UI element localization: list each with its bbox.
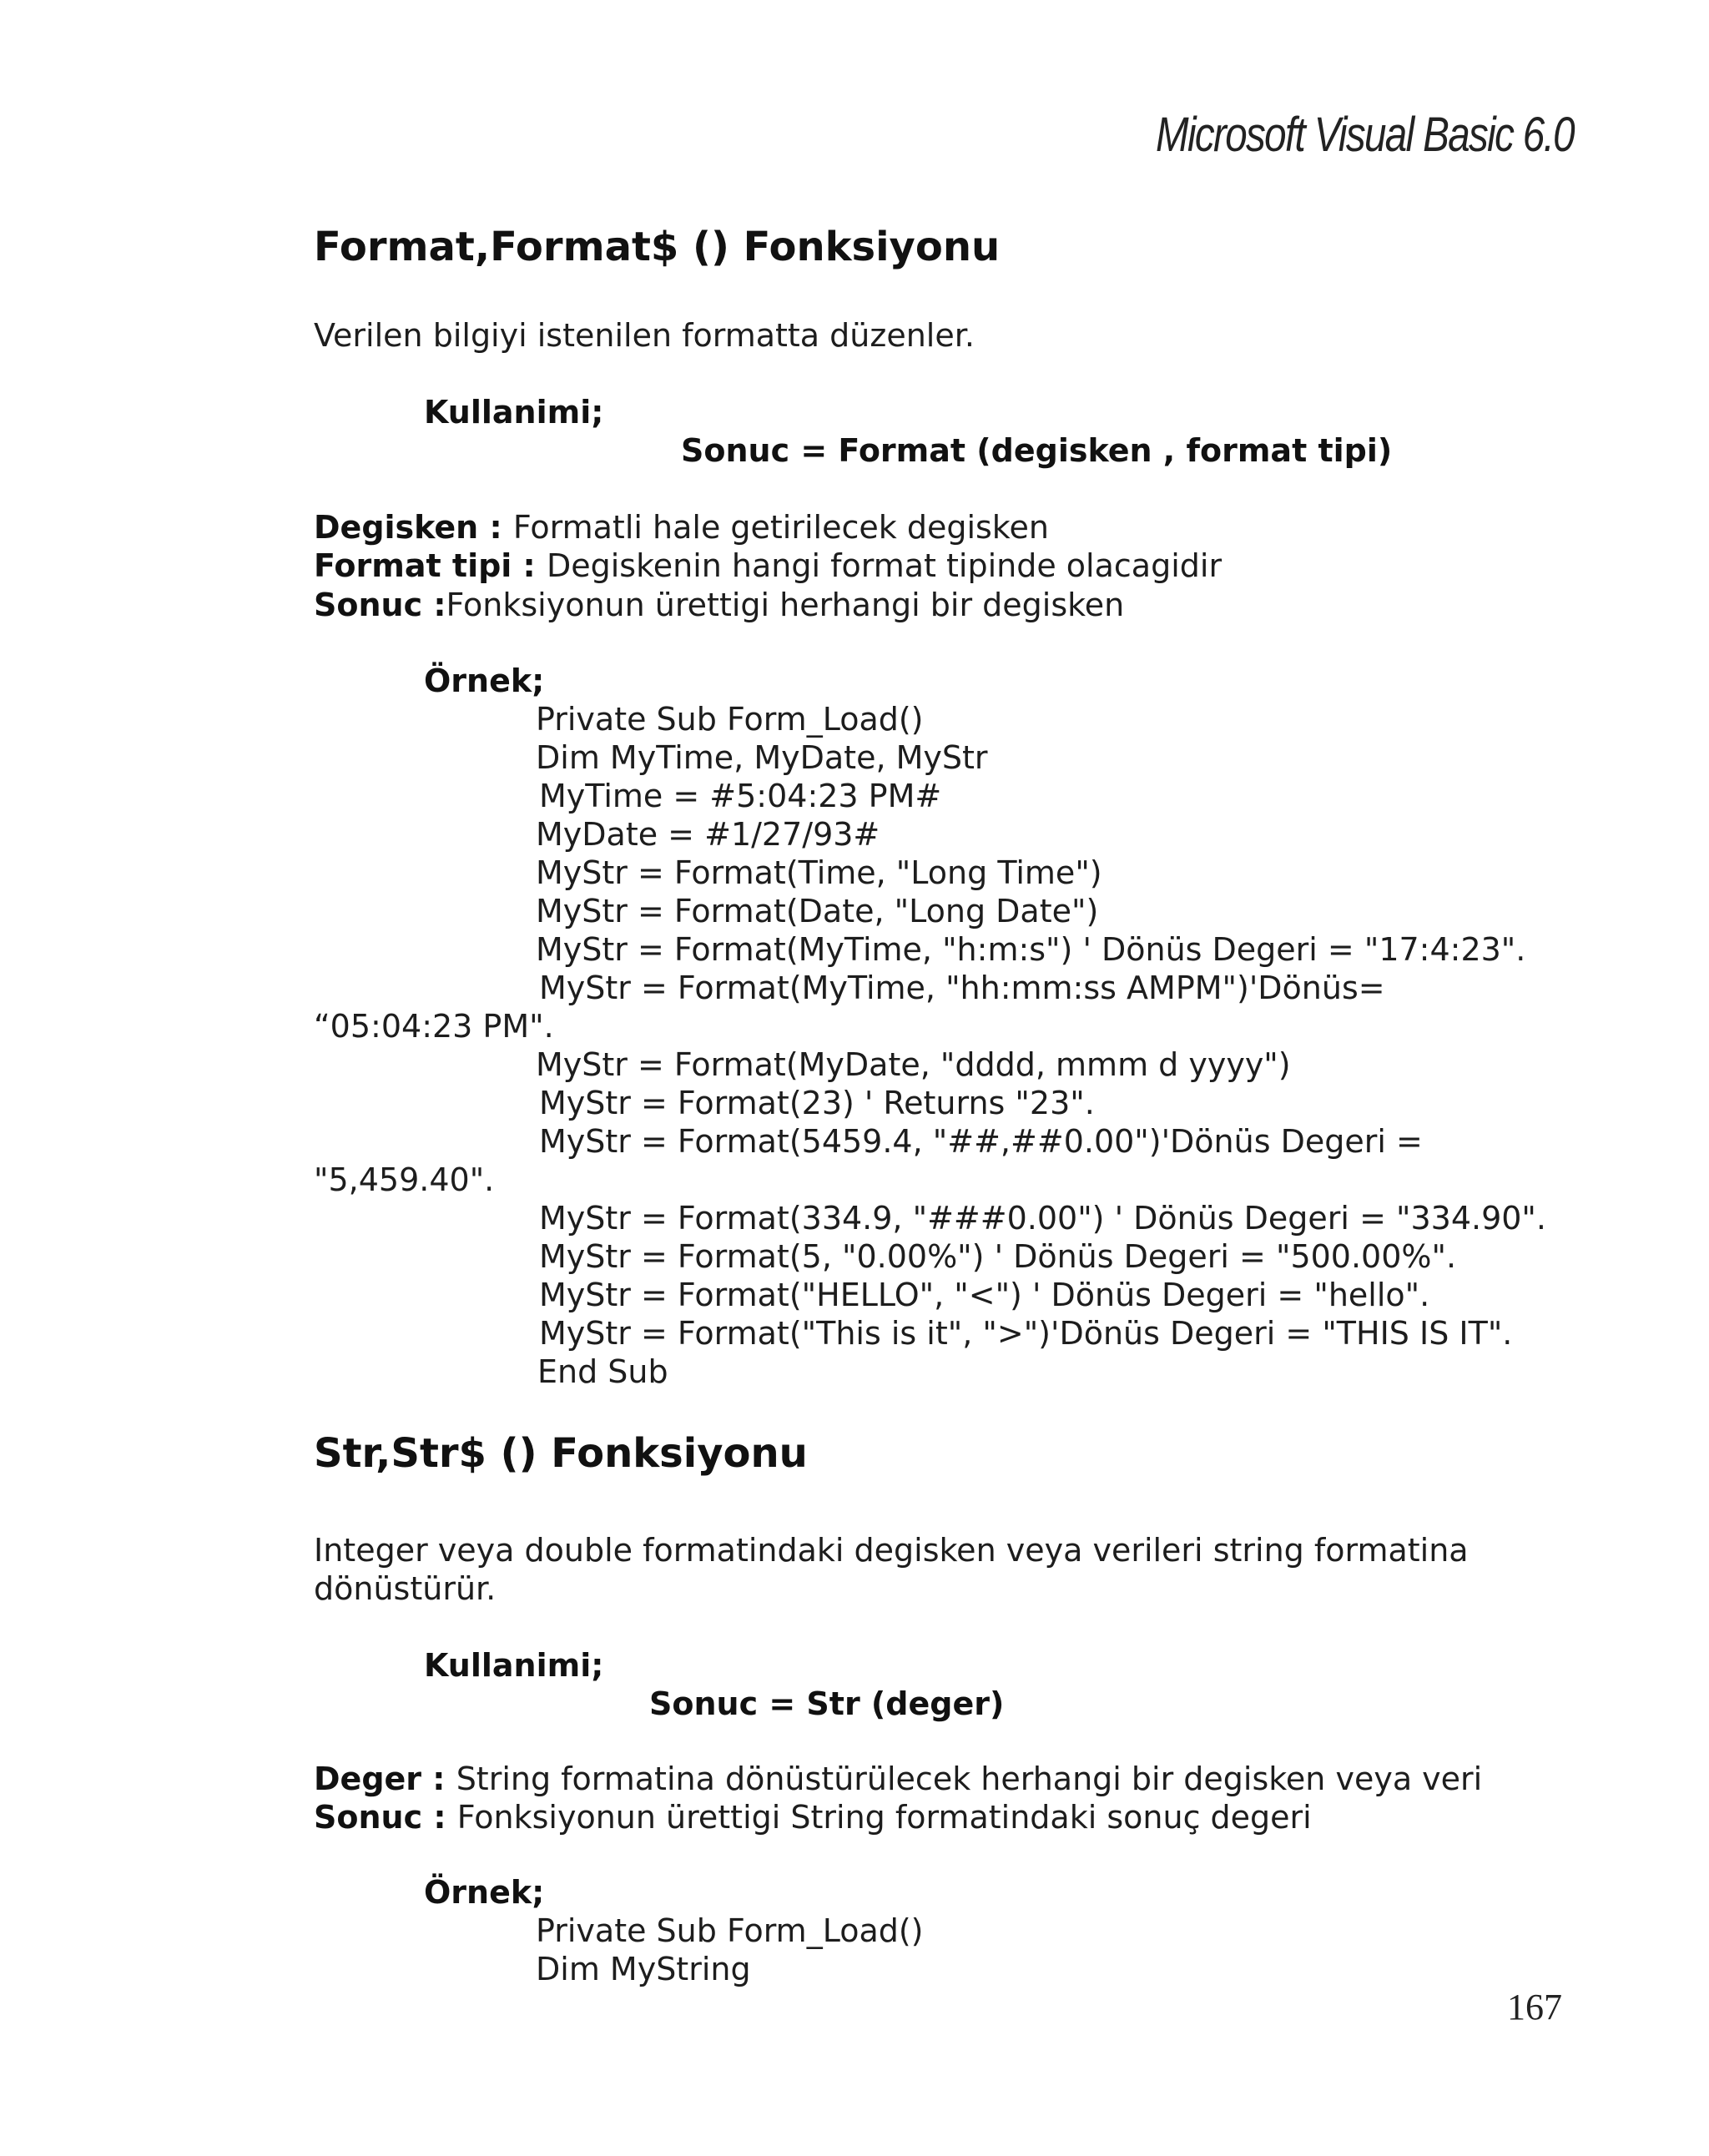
code-line: MyStr = Format(MyTime, "h:m:s") ' Dönüs Degeri = "17:4:23".: [536, 931, 1526, 968]
example-label-str: Örnek;: [424, 1874, 545, 1911]
example-label-format: Örnek;: [424, 662, 545, 699]
param-name: Sonuc :: [314, 1799, 457, 1836]
code-line: MyStr = Format(334.9, "###0.00") ' Dönüs Degeri = "334.90".: [539, 1200, 1546, 1237]
param-row: [314, 587, 1124, 623]
code-line: MyStr = Format("HELLO", "<") ' Dönüs Degeri = "hello".: [539, 1277, 1430, 1313]
code-line: MyTime = #5:04:23 PM#: [539, 778, 942, 814]
param-name: Degisken :: [314, 509, 513, 546]
section-description-str: Integer veya double formatindaki degisken veya verileri string formatina: [314, 1532, 1469, 1569]
running-header: Microsoft Visual Basic 6.0: [1155, 108, 1574, 162]
usage-label-format: Kullanimi;: [424, 394, 604, 431]
code-line: MyStr = Format(23) ' Returns "23".: [539, 1085, 1095, 1121]
param-desc: Fonksiyonun ürettigi herhangi bir degisken: [446, 587, 1125, 623]
code-line: MyStr = Format(Time, "Long Time"): [536, 854, 1102, 891]
section-heading-format: Format,Format$ () Fonksiyonu: [314, 224, 1001, 270]
section-description-format: Verilen bilgiyi istenilen formatta düzenler.: [314, 317, 975, 354]
param-desc: String formatina dönüstürülecek herhangi bir degisken veya veri: [456, 1761, 1483, 1797]
code-line: “05:04:23 PM".: [314, 1008, 554, 1045]
page-number: 167: [1507, 1987, 1562, 2028]
param-row: [314, 509, 1049, 546]
code-line: Private Sub Form_Load(): [536, 1912, 924, 1949]
code-line: MyStr = Format(MyDate, "dddd, mmm d yyyy"): [536, 1046, 1291, 1083]
code-line: MyStr = Format(5, "0.00%") ' Dönüs Degeri = "500.00%".: [539, 1238, 1457, 1275]
code-line: MyDate = #1/27/93#: [536, 816, 880, 853]
param-desc: Fonksiyonun ürettigi String formatindaki sonuç degeri: [456, 1799, 1312, 1836]
syntax-format: Sonuc = Format (degisken , format tipi): [681, 432, 1393, 469]
param-desc: Degiskenin hangi format tipinde olacagidir: [546, 547, 1223, 584]
param-row: [314, 547, 1222, 584]
code-line: "5,459.40".: [314, 1161, 495, 1198]
section-description-str-cont: dönüstürür.: [314, 1570, 497, 1607]
param-name: Deger :: [314, 1761, 456, 1797]
syntax-str: Sonuc = Str (deger): [649, 1685, 1005, 1722]
code-line: MyStr = Format(5459.4, "##,##0.00")'Dönüs Degeri =: [539, 1123, 1423, 1160]
param-desc: Formatli hale getirilecek degisken: [512, 509, 1049, 546]
usage-label-str: Kullanimi;: [424, 1647, 604, 1684]
param-name: Sonuc :: [314, 587, 446, 623]
code-line: Private Sub Form_Load(): [536, 701, 924, 738]
code-line: End Sub: [537, 1353, 668, 1390]
section-heading-str: Str,Str$ () Fonksiyonu: [314, 1430, 808, 1477]
param-name: Format tipi :: [314, 547, 547, 584]
code-line: MyStr = Format("This is it", ">")'Dönüs Degeri = "THIS IS IT".: [539, 1315, 1513, 1352]
param-row: [314, 1799, 1312, 1836]
code-line: Dim MyTime, MyDate, MyStr: [536, 739, 988, 776]
param-row: [314, 1761, 1482, 1797]
code-line: MyStr = Format(MyTime, "hh:mm:ss AMPM")'Dönüs=: [539, 970, 1385, 1006]
code-line: MyStr = Format(Date, "Long Date"): [536, 893, 1099, 929]
code-line: Dim MyString: [536, 1951, 751, 1987]
